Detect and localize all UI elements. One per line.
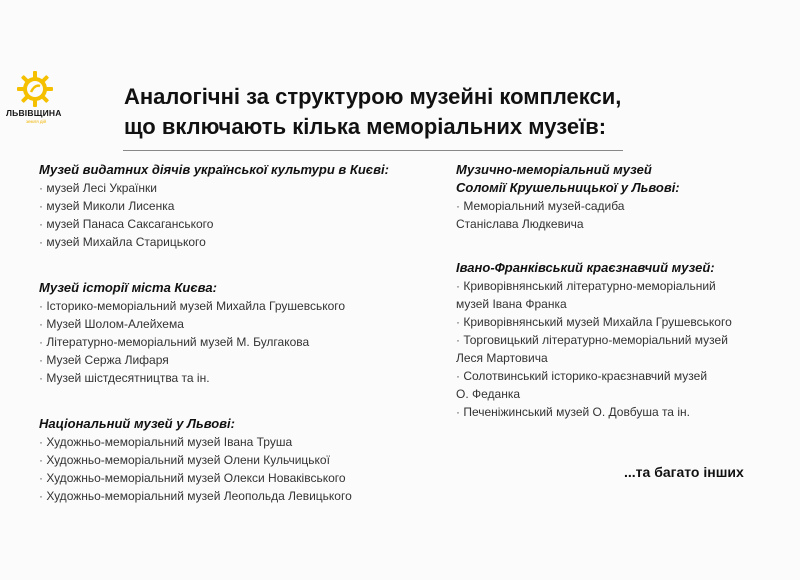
section-kyiv-culture-figures xyxy=(39,161,439,251)
logo-name: ЛЬВІВЩИНА xyxy=(6,108,62,118)
list-item: · Літературно-меморіальний музей М. Булгакова xyxy=(39,333,439,351)
list-item: · Художньо-меморіальний музей Леопольда Левицького xyxy=(39,487,439,505)
list-item-line: Криворівнянський літературно-меморіальний xyxy=(463,279,716,293)
title-line-1: Аналогічні за структурою музейні комплекси, xyxy=(124,84,622,109)
list-item: · Музей Сержа Лифаря xyxy=(39,351,439,369)
list-item-line: музей Івана Франка xyxy=(456,297,567,311)
logo xyxy=(6,70,68,126)
page-title xyxy=(124,82,621,142)
section-title: Івано-Франківський краєзнавчий музей: xyxy=(456,260,715,275)
museum-list xyxy=(456,277,800,421)
section-title-line-1: Музично-меморіальний музей xyxy=(456,162,652,177)
title-line-2: що включають кілька меморіальних музеїв: xyxy=(124,114,607,139)
list-item-line: О. Феданка xyxy=(456,387,521,401)
list-item: · музей Миколи Лисенка xyxy=(39,197,439,215)
logo-tagline: земля дій xyxy=(26,119,47,124)
list-item xyxy=(456,313,800,331)
section-title: Музей видатних діячів української культури в Києві: xyxy=(39,162,389,177)
list-item: · Художньо-меморіальний музей Олени Кульчицької xyxy=(39,451,439,469)
list-item: · Музей шістдесятництва та ін. xyxy=(39,369,439,387)
list-item xyxy=(456,277,800,313)
museum-list xyxy=(39,179,439,251)
list-item-line: Леся Мартовича xyxy=(456,351,548,365)
museum-list xyxy=(456,197,800,233)
left-column xyxy=(39,161,439,505)
section-title: Національний музей у Львові: xyxy=(39,416,235,431)
sun-gear-icon xyxy=(16,70,54,108)
list-item xyxy=(456,197,800,233)
list-item-line: Криворівнянський музей Михайла Грушевського xyxy=(463,315,732,329)
list-item xyxy=(456,367,800,403)
list-item-line: Солотвинський історико-краєзнавчий музей xyxy=(463,369,708,383)
section-title-line-2: Соломії Крушельницької у Львові: xyxy=(456,180,680,195)
list-item-line: Меморіальний музей-садиба xyxy=(463,199,625,213)
and-many-more: ...та багато інших xyxy=(624,464,744,480)
list-item-line: Станіслава Людкевича xyxy=(456,217,584,231)
museum-list xyxy=(39,297,439,387)
museum-list xyxy=(39,433,439,505)
section-krushelnytska xyxy=(456,161,800,233)
list-item: · Художньо-меморіальний музей Івана Труша xyxy=(39,433,439,451)
title-divider xyxy=(123,150,623,151)
list-item xyxy=(456,403,800,421)
list-item: · музей Лесі Українки xyxy=(39,179,439,197)
list-item: · музей Михайла Старицького xyxy=(39,233,439,251)
section-ivano-frankivsk xyxy=(456,259,800,421)
list-item xyxy=(456,331,800,367)
section-kyiv-history xyxy=(39,279,439,387)
list-item-line: Торговицький літературно-меморіальний музей xyxy=(463,333,728,347)
list-item: · Музей Шолом-Алейхема xyxy=(39,315,439,333)
list-item: · музей Панаса Саксаганського xyxy=(39,215,439,233)
section-title: Музей історії міста Києва: xyxy=(39,280,217,295)
list-item: · Художньо-меморіальний музей Олекси Новаківського xyxy=(39,469,439,487)
section-lviv-national xyxy=(39,415,439,505)
right-column xyxy=(456,161,800,421)
list-item: · Історико-меморіальний музей Михайла Грушевського xyxy=(39,297,439,315)
list-item-line: Печеніжинський музей О. Довбуша та ін. xyxy=(463,405,690,419)
